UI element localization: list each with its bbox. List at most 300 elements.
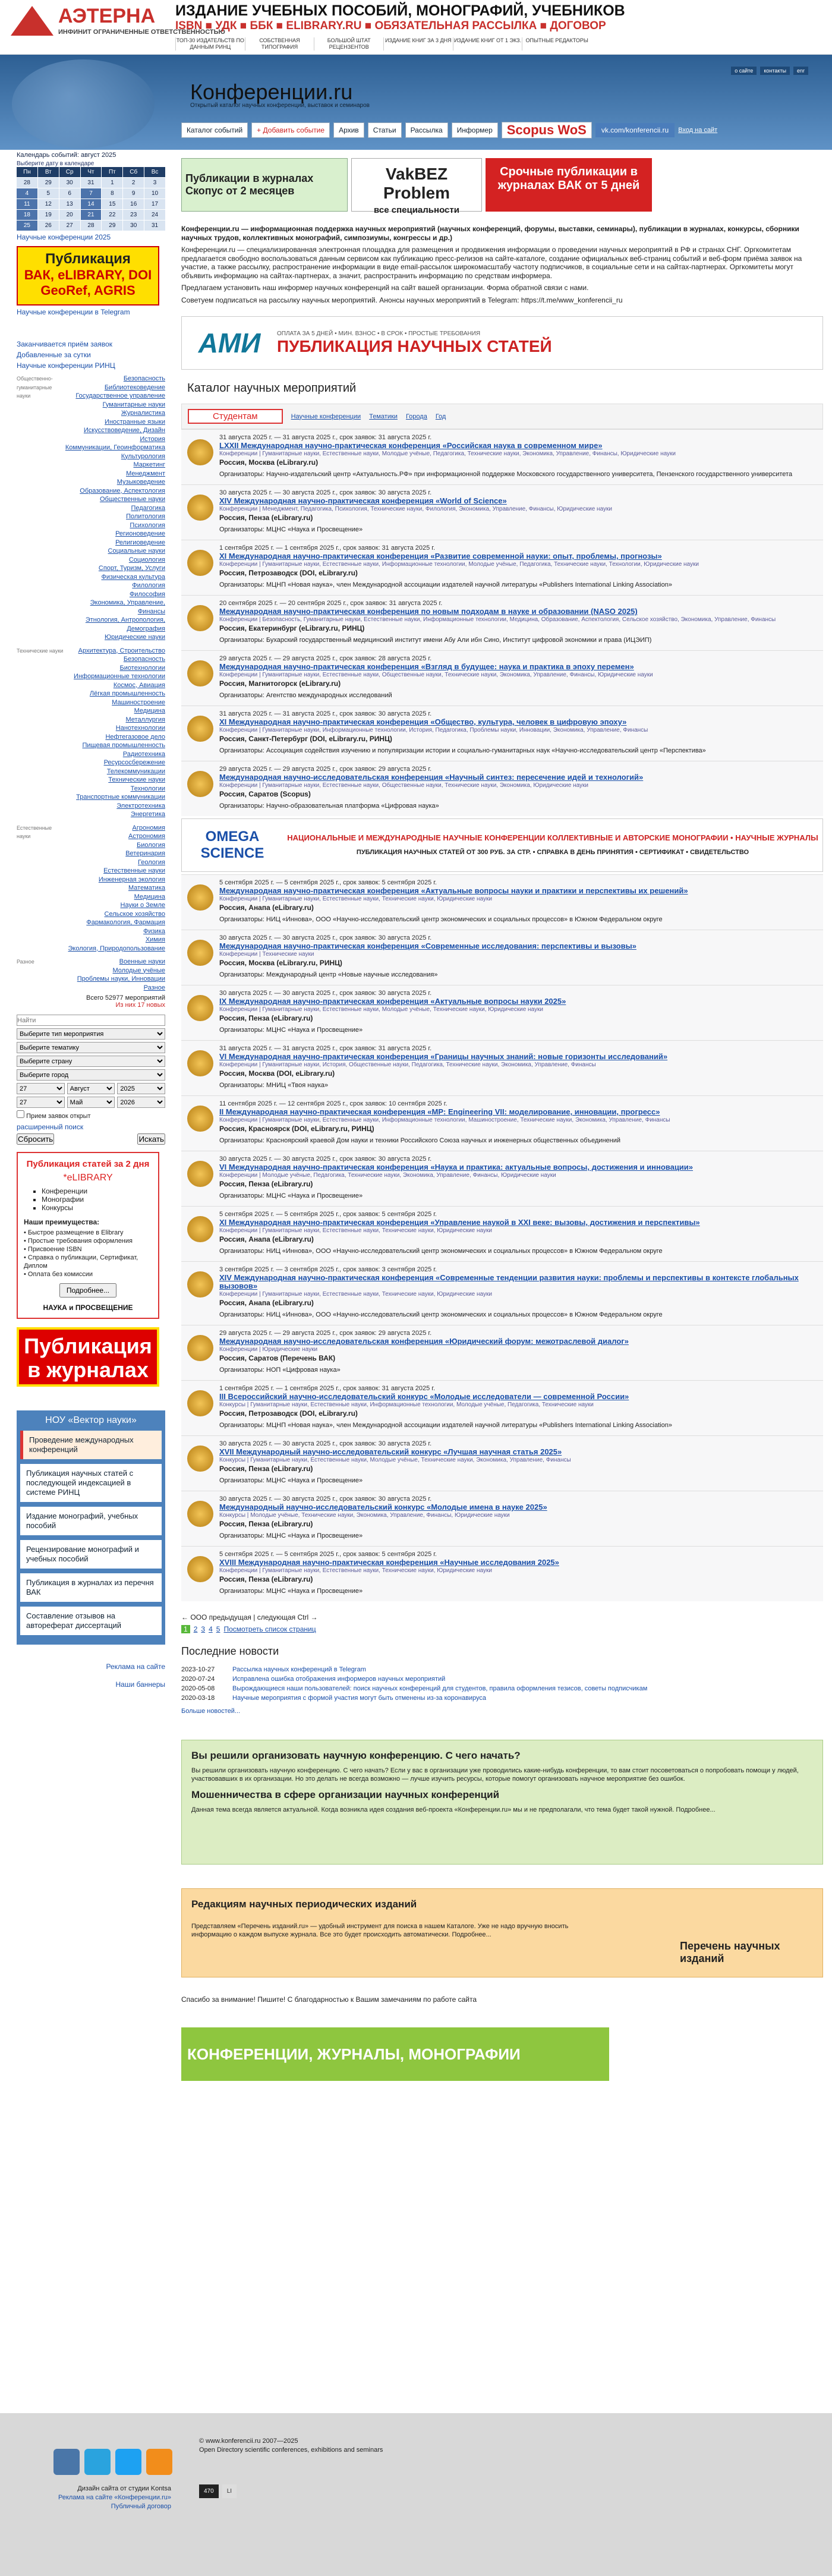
vektor-item[interactable]: Проведение международных конференций (20, 1431, 162, 1459)
category-link[interactable]: Спорт, Туризм, Услуги (98, 565, 165, 572)
event-item (181, 1261, 823, 1325)
category-link[interactable]: Машиностроение (112, 698, 165, 706)
calendar-cell[interactable]: 1 (102, 178, 122, 188)
ad-col: ИЗДАНИЕ КНИГ ЗА 3 ДНЯ (383, 37, 453, 51)
category-link[interactable]: Социология (128, 556, 165, 563)
category-link[interactable]: Радиотехника (122, 750, 165, 758)
category-link[interactable]: История (140, 435, 165, 443)
calendar-cell[interactable]: 22 (102, 210, 122, 220)
category-link[interactable]: Разное (143, 984, 165, 991)
vak-sub: все специальности (374, 205, 459, 215)
category-link[interactable]: Электротехника (116, 802, 165, 810)
page-3[interactable]: 3 (201, 1625, 206, 1633)
category-link[interactable]: Медицина (134, 893, 165, 900)
year-to[interactable] (117, 1097, 165, 1108)
event-title-link[interactable]: XI Международная научно-практическая конференция «Общество, культура, человек в цифровую эпоху» (219, 717, 627, 726)
calendar-cell[interactable]: 13 (59, 199, 80, 209)
news-link[interactable]: Исправлена ошибка отображения информеров научных мероприятий (232, 1676, 446, 1683)
ad-cols (175, 37, 591, 51)
calendar-cell[interactable]: 21 (81, 210, 102, 220)
category-link[interactable]: Химия (145, 936, 165, 943)
category-link[interactable]: Иностранные языки (105, 418, 165, 426)
category-link[interactable]: Агрономия (132, 824, 165, 832)
category-link[interactable]: Гуманитарные науки (102, 401, 165, 408)
category-link[interactable]: Экология, Природопользование (68, 944, 165, 952)
rinc-link[interactable]: Научные конференции РИНЦ (17, 361, 115, 370)
category-link[interactable]: Технологии (130, 785, 165, 792)
more-news-link[interactable]: Больше новостей... (181, 1708, 241, 1715)
urgent-ad[interactable]: Срочные публикации в журналах ВАК от 5 дней (486, 158, 652, 212)
contacts-link[interactable]: контакты (760, 67, 790, 75)
calendar-header[interactable]: Календарь событий: август 2025 (17, 152, 116, 159)
event-organizer: Организаторы: НИЦ «Иннова», ООО «Научно-исследовательский центр экономических и социальных процессов» в Южном Федеральном округе (219, 916, 663, 923)
calendar-cell[interactable]: 27 (59, 221, 80, 231)
liveinternet-counter[interactable]: LI (222, 2484, 237, 2498)
event-organizer: Организаторы: МЦНС «Наука и Просвещение» (219, 1026, 363, 1034)
pub-ad-title: Публикация (45, 251, 131, 267)
calendar-cell[interactable]: 30 (59, 178, 80, 188)
elib-more-button[interactable]: Подробнее... (59, 1283, 116, 1298)
category-link[interactable]: Астрономия (128, 833, 165, 840)
nav-informer[interactable]: Информер (452, 122, 498, 138)
category-link[interactable]: Математика (128, 884, 165, 892)
award-medal-icon (187, 1216, 213, 1242)
calendar-cell[interactable]: 31 (81, 178, 102, 188)
category-link[interactable]: Этнология, Антропология, Демография (85, 616, 165, 632)
event-tags[interactable]: Конференции | Гуманитарные науки, Естественные науки, Общественные науки, Технические науки, Экономика, Управление, Финансы, Юридические науки (219, 672, 653, 678)
category-link[interactable]: Телекоммуникации (106, 767, 165, 775)
directory-text: Open Directory scientific conferences, exhibitions and seminars (199, 2446, 383, 2454)
event-date: 29 августа 2025 г. — 29 августа 2025 г., срок заявок: 28 августа 2025 г. (219, 655, 432, 662)
event-tags[interactable]: Конференции | Менеджмент, Педагогика, Психология, Технические науки, Филология, Экономика, Управление, Финансы, Юридические науки (219, 506, 612, 512)
event-body (219, 1550, 817, 1595)
event-title-link[interactable]: Международный научно-исследовательский конкурс «Молодые имена в науке 2025» (219, 1503, 547, 1511)
vektor-item[interactable]: Публикация научных статей с последующей индексацией в системе РИНЦ (20, 1464, 162, 1502)
calendar-cell[interactable]: 16 (123, 199, 144, 209)
closing-link[interactable]: Заканчивается приём заявок (17, 340, 113, 348)
event-tags[interactable]: Конференции | Гуманитарные науки, История, Общественные науки, Педагогика, Технические науки, Экономика, Управление, Финансы (219, 1062, 596, 1068)
news-link[interactable]: Вырождающиеся наши пользователей: поиск научных конференций для студентов, правила оформления тезисов, советы подписчикам (232, 1685, 648, 1692)
category-link[interactable]: Биотехнологии (119, 664, 165, 672)
category-link[interactable]: Нанотехнологии (115, 725, 165, 732)
category-link[interactable]: Военные науки (119, 958, 165, 965)
thanks-text: Спасибо за внимание! Пишите! С благодарностью к Вашим замечаниям по работе сайта (181, 1995, 477, 2004)
calendar-cell[interactable]: 6 (59, 188, 80, 199)
event-body (219, 1155, 817, 1200)
category-link[interactable]: Экономика, Управление, Финансы (90, 599, 165, 615)
event-tags[interactable]: Конференции | Юридические науки (219, 1346, 318, 1353)
reset-button[interactable]: Сбросить (18, 1135, 53, 1144)
calendar-cell[interactable]: 30 (123, 221, 144, 231)
event-tags[interactable]: Конференции | Гуманитарные науки, Естественные науки, Общественные науки, Технические науки, Экономика, Юридические науки (219, 782, 589, 789)
calendar-cell[interactable]: 15 (102, 199, 122, 209)
event-item (181, 484, 823, 540)
category-link[interactable]: Филология (132, 582, 165, 589)
nav-archive[interactable]: Архив (333, 122, 364, 138)
calendar-cell[interactable]: 23 (123, 210, 144, 220)
total-events: Всего 52977 мероприятий (86, 994, 165, 1002)
page-5[interactable]: 5 (216, 1625, 220, 1633)
yandex-counter[interactable]: 470 (199, 2484, 219, 2498)
event-tags[interactable]: Конкурсы | Молодые учёные, Технические науки, Экономика, Управление, Финансы, Юридические науки (219, 1512, 510, 1519)
event-item (181, 706, 823, 761)
category-items (64, 374, 165, 642)
event-tags[interactable]: Конференции | Технические науки (219, 951, 314, 958)
event-organizer: Организаторы: Международный центр «Новые научные исследования» (219, 971, 438, 978)
scopus-button[interactable]: Scopus WoS (502, 122, 592, 138)
category-items (64, 824, 165, 953)
news-link[interactable]: Рассылка научных конференций в Telegram (232, 1666, 366, 1673)
category-link[interactable]: Безопасность (123, 656, 165, 663)
event-body (219, 989, 817, 1034)
event-date: 30 августа 2025 г. — 30 августа 2025 г., срок заявок: 30 августа 2025 г. (219, 934, 432, 941)
event-tags[interactable]: Конференции | Безопасность, Гуманитарные науки, Естественные науки, Информационные технологии, Медицина, Образование, Аспектология, Сельское хозяйство, Экономика, Управление, Финансы (219, 616, 776, 623)
event-organizer: Организаторы: МЦНС «Наука и Просвещение» (219, 1477, 363, 1484)
event-body (219, 1329, 817, 1374)
event-date: 1 сентября 2025 г. — 1 сентября 2025 г., срок заявок: 31 августа 2025 г. (219, 1385, 436, 1392)
ami-ad[interactable] (181, 316, 823, 370)
day-from[interactable] (17, 1083, 65, 1094)
all-pages-link[interactable]: Посмотреть список страниц (223, 1625, 316, 1633)
page-1[interactable]: 1 (181, 1625, 190, 1633)
ami-sub: ОПЛАТА ЗА 5 ДНЕЙ • МИН. ВЗНОС • В СРОК • ПРОСТЫЕ ТРЕБОВАНИЯ (277, 330, 481, 337)
event-item (181, 1040, 823, 1095)
category-link[interactable]: Архитектура, Строительство (78, 647, 165, 654)
calendar-cell[interactable]: 14 (81, 199, 102, 209)
event-tags[interactable]: Конференции | Молодые учёные, Педагогика, Технические науки, Экономика, Управление, Финансы, Юридические науки (219, 1172, 556, 1179)
award-medal-icon (187, 1050, 213, 1076)
elib-item[interactable]: ▪ Конкурсы (42, 1204, 152, 1212)
calendar-cell[interactable]: 29 (38, 178, 59, 188)
category-link[interactable]: Юридические науки (105, 634, 165, 641)
vektor-item[interactable]: Публикация в журналах из перечня ВАК (20, 1573, 162, 1602)
year-from[interactable] (117, 1083, 165, 1094)
open-checkbox[interactable] (17, 1110, 24, 1118)
footer-pub-link[interactable]: Публичный договор (111, 2503, 171, 2510)
elibrary-ad[interactable] (17, 1152, 159, 1319)
vektor-item[interactable]: Рецензирование монографий и учебных пособий (20, 1540, 162, 1569)
calendar-cell[interactable]: 20 (59, 210, 80, 220)
category-link[interactable]: Ветеринария (125, 850, 165, 857)
category-link[interactable]: Психология (130, 521, 165, 529)
ad-link[interactable]: Реклама на сайте (106, 1662, 165, 1671)
category-link[interactable]: Биология (136, 841, 165, 849)
calendar-cell[interactable]: 28 (17, 178, 37, 188)
award-medal-icon (187, 439, 213, 465)
category-link[interactable]: Образование, Аспектология (80, 487, 165, 495)
category-link[interactable]: Медицина (134, 707, 165, 714)
calendar-cell[interactable]: 12 (38, 199, 59, 209)
journals-ad[interactable]: Публикация в журналах (17, 1327, 159, 1387)
organize-box (181, 1740, 823, 1865)
calendar-cell[interactable]: 2 (123, 178, 144, 188)
calendar-cell[interactable]: 3 (144, 178, 165, 188)
ad-col: ИЗДАНИЕ КНИГ ОТ 1 ЭКЗ. (453, 37, 522, 51)
event-title-link[interactable]: Международная научно-практическая конференция «Актуальные вопросы науки и практики и перспективы их решений» (219, 886, 688, 895)
telegram-icon[interactable] (84, 2449, 111, 2475)
category-link[interactable]: Религиоведение (115, 538, 165, 546)
award-medal-icon (187, 1556, 213, 1582)
event-title-link[interactable]: IX Международная научно-практическая конференция «Актуальные вопросы науки 2025» (219, 997, 566, 1006)
design-text: Дизайн сайта от студии Kontsa (77, 2485, 171, 2492)
nav-mailing[interactable]: Рассылка (405, 122, 448, 138)
category-link[interactable]: Проблемы науки, Инновации (77, 975, 165, 982)
about-link[interactable]: о сайте (731, 67, 757, 75)
category-link[interactable]: Культурология (121, 452, 165, 460)
banners-link[interactable]: Наши баннеры (115, 1680, 165, 1689)
tab-conferences[interactable]: Научные конференции (291, 412, 361, 420)
main-nav (181, 121, 823, 139)
event-organizer: Организаторы: Научно-образовательная платформа «Цифровая наука» (219, 802, 439, 810)
event-tags[interactable]: Конференции | Гуманитарные науки, Естественные науки, Технические науки, Юридические науки (219, 1291, 492, 1298)
search-button[interactable]: Искать (138, 1135, 164, 1144)
category-link[interactable]: Геология (138, 858, 165, 866)
event-tags[interactable]: Конференции | Гуманитарные науки, Естественные науки, Молодые учёные, Педагогика, Технические науки, Экономика, Управление, Финансы, Юридические науки (219, 451, 676, 457)
event-title-link[interactable]: VI Международная научно-практическая конференция «Границы научных знаний: новые горизонты исследований» (219, 1052, 668, 1061)
event-title-link[interactable]: XVIII Международная научно-практическая конференция «Научные исследования 2025» (219, 1558, 559, 1567)
category-link[interactable]: Библиотековедение (104, 383, 165, 391)
category-link[interactable]: Сельское хозяйство (104, 910, 165, 918)
category-link[interactable]: Коммуникации, Геоинформатика (65, 444, 165, 451)
event-date: 11 сентября 2025 г. — 12 сентября 2025 г., срок заявок: 10 сентября 2025 г. (219, 1100, 447, 1107)
category-link[interactable]: Естественные науки (103, 867, 165, 874)
event-tags[interactable]: Конкурсы | Гуманитарные науки, Естественные науки, Молодые учёные, Технические науки, Экономика, Управление, Финансы (219, 1457, 571, 1463)
calendar-cell[interactable]: 24 (144, 210, 165, 220)
nav-articles[interactable]: Статьи (368, 122, 402, 138)
event-date: 30 августа 2025 г. — 30 августа 2025 г., срок заявок: 30 августа 2025 г. (219, 1155, 432, 1163)
brand-name[interactable]: АЭТЕРНА (58, 5, 156, 27)
category-link[interactable]: Энергетика (130, 811, 165, 818)
nav-catalog[interactable]: Каталог событий (181, 122, 248, 138)
event-tags[interactable]: Конференции | Гуманитарные науки, Естественные науки, Технические науки, Юридические науки (219, 1227, 492, 1234)
event-tags[interactable]: Конференции | Гуманитарные науки, Естественные науки, Молодые учёные, Технические науки, Юридические науки (219, 1006, 543, 1013)
event-title-link[interactable]: Международная научно-практическая конференция «Взгляд в будущее: наука и практика в эпоху перемен» (219, 662, 634, 671)
calendar-sub: Выберите дату в календаре (17, 160, 94, 167)
elib-item[interactable]: ▪ Конференции (42, 1187, 152, 1195)
category-group-label: Естественные науки (17, 824, 52, 839)
omega-ad[interactable] (181, 818, 823, 872)
calendar-cell[interactable]: 11 (17, 199, 37, 209)
category-link[interactable]: Технические науки (108, 776, 165, 783)
perechen-logo[interactable]: Перечень научных изданий (680, 1940, 780, 1964)
page-2[interactable]: 2 (193, 1625, 198, 1633)
ad-col: БОЛЬШОЙ ШТАТ РЕЦЕНЗЕНТОВ (314, 37, 383, 51)
calendar-day-head: Пн (17, 167, 37, 177)
twitter-icon[interactable] (115, 2449, 141, 2475)
day-to[interactable] (17, 1097, 65, 1108)
event-city: Россия, Петрозаводск (DOI, eLibrary.ru) (219, 569, 358, 577)
category-link[interactable]: Физическая культура (101, 573, 165, 581)
category-link[interactable]: Молодые учёные (112, 966, 165, 974)
category-link[interactable]: Пищевая промышленность (82, 742, 165, 749)
calendar-cell[interactable]: 10 (144, 188, 165, 199)
ad-col: ТОП-30 ИЗДАТЕЛЬСТВ ПО ДАННЫМ РИНЦ (176, 37, 244, 50)
category-link[interactable]: Науки о Земле (120, 902, 165, 909)
conf-2025-link[interactable]: Научные конференции 2025 (17, 233, 111, 241)
type-select[interactable] (17, 1028, 165, 1040)
category-link[interactable]: Космос, Авиация (113, 681, 165, 689)
omega-logo: OMEGA SCIENCE (200, 829, 264, 861)
vektor-item[interactable]: Издание монографий, учебных пособий (20, 1507, 162, 1535)
event-city: Россия, Саратов (Перечень ВАК) (219, 1354, 336, 1362)
footer-ads-link[interactable]: Реклама на сайте «Конференции.ru» (58, 2494, 171, 2501)
category-link[interactable]: Транспортные коммуникации (76, 793, 165, 801)
tab-cities[interactable]: Города (405, 412, 427, 420)
event-title-link[interactable]: III Всероссийский научно-исследовательский конкурс «Молодые исследователи — современной России» (219, 1392, 629, 1401)
month-from[interactable] (67, 1083, 115, 1094)
category-link[interactable]: Государственное управление (75, 392, 165, 399)
event-item (181, 1546, 823, 1601)
calendar-cell[interactable]: 4 (17, 188, 37, 199)
event-organizer: Организаторы: МЦНП «Новая наука», член Международной ассоциации издателей научной литературы «Publishers International Linking Association» (219, 1422, 672, 1429)
site-title[interactable]: Конференции.ru (190, 80, 353, 104)
category-link[interactable]: Фармакология, Фармация (86, 919, 165, 926)
category-link[interactable]: Журналистика (121, 410, 165, 417)
ad-col: ОПЫТНЫЕ РЕДАКТОРЫ (522, 37, 591, 51)
category-link[interactable]: Ресурсосбережение (103, 759, 165, 766)
calendar-day-head: Вт (38, 167, 59, 177)
vk-button[interactable]: vk.com/konferencii.ru (595, 123, 675, 137)
top-ad[interactable] (175, 2, 625, 51)
search-input[interactable] (17, 1015, 165, 1026)
award-medal-icon (187, 1335, 213, 1361)
calendar-cell[interactable]: 8 (102, 188, 122, 199)
event-title-link[interactable]: Международная научно-практическая конференция «Современные исследования: перспективы и вызовы» (219, 941, 636, 950)
event-title-link[interactable]: XI Международная научно-практическая конференция «Развитие современной науки: опыт, проблемы, прогнозы» (219, 552, 662, 560)
event-date: 30 августа 2025 г. — 30 августа 2025 г., срок заявок: 30 августа 2025 г. (219, 1495, 432, 1503)
category-link[interactable]: Металлургия (125, 716, 165, 723)
nav-add-event[interactable]: + Добавить событие (251, 122, 330, 138)
news-item (181, 1684, 823, 1693)
category-link[interactable]: Общественные науки (99, 496, 165, 503)
calendar-cell[interactable]: 25 (17, 221, 37, 231)
city-select[interactable] (17, 1069, 165, 1081)
event-title-link[interactable]: Международная научно-исследовательская конференция «Научный синтез: пересечение идей и технологий» (219, 773, 644, 782)
category-link[interactable]: Инженерная экология (98, 876, 165, 883)
publication-ad[interactable] (17, 246, 159, 306)
tab-year[interactable]: Год (435, 412, 446, 420)
vk-icon[interactable] (53, 2449, 80, 2475)
event-title-link[interactable]: XI Международная научно-практическая конференция «Управление наукой в XXI веке: вызовы, достижения и перспективы» (219, 1218, 700, 1227)
category-link[interactable]: Политология (126, 513, 165, 520)
event-item (181, 1435, 823, 1491)
calendar-cell[interactable]: 9 (123, 188, 144, 199)
page-4[interactable]: 4 (209, 1625, 213, 1633)
category-link[interactable]: Социальные науки (108, 547, 165, 555)
internauka-ad[interactable]: КОНФЕРЕНЦИИ, ЖУРНАЛЫ, МОНОГРАФИИ (181, 2027, 609, 2081)
category-link[interactable]: Безопасность (123, 375, 165, 382)
tab-students[interactable]: Студентам (188, 409, 283, 424)
event-item (181, 761, 823, 816)
ok-icon[interactable] (146, 2449, 172, 2475)
event-list-2 (181, 874, 823, 1601)
scopus-ad[interactable]: Публикации в журналах Скопус от 2 месяцев (181, 158, 348, 212)
category-link[interactable]: Менеджмент (126, 470, 165, 477)
pag-line[interactable]: ← ООО предыдущая | следующая Ctrl → (181, 1613, 318, 1621)
category-link[interactable]: Философия (129, 590, 165, 598)
event-title-link[interactable]: II Международная научно-практическая конференция «MP: Engineering VII: моделирование, инновации, прогресс» (219, 1107, 660, 1116)
category-link[interactable]: Педагогика (131, 504, 165, 512)
calendar-cell[interactable]: 18 (17, 210, 37, 220)
calendar-cell[interactable]: 26 (38, 221, 59, 231)
event-tags[interactable]: Конференции | Гуманитарные науки, Естественные науки, Информационные технологии, Машиностроение, Технические науки, Экономика, Управление, Финансы (219, 1117, 670, 1123)
vak-ad[interactable] (351, 158, 482, 215)
site-subtitle: Открытый каталог научных конференций, выставок и семинаров (190, 102, 370, 109)
event-tags[interactable]: Конференции | Гуманитарные науки, Информационные технологии, История, Педагогика, Проблемы науки, Инновации, Экономика, Управление, Финансы (219, 727, 648, 733)
event-body (219, 433, 817, 478)
vektor-title[interactable]: НОУ «Вектор науки» (45, 1415, 137, 1425)
category-link[interactable]: Регионоведение (115, 530, 165, 537)
calendar-cell[interactable]: 5 (38, 188, 59, 199)
copyright: © www.konferencii.ru 2007—2025 (199, 2438, 298, 2445)
event-item (181, 985, 823, 1040)
month-to[interactable] (67, 1097, 115, 1108)
country-select[interactable] (17, 1056, 165, 1067)
event-title-link[interactable]: XIV Международная научно-практическая конференция «World of Science» (219, 496, 507, 505)
award-medal-icon (187, 605, 213, 631)
lang-link[interactable]: enr (793, 67, 808, 75)
event-title-link[interactable]: VI Международная научно-практическая конференция «Наука и практика: актуальные вопросы, достижения и инновации» (219, 1163, 694, 1172)
event-title-link[interactable]: XVII Международный научно-исследовательский конкурс «Лучшая научная статья 2025» (219, 1447, 562, 1456)
telegram-link[interactable]: Научные конференции в Telegram (17, 308, 130, 316)
calendar-day-head: Вс (144, 167, 165, 177)
calendar-cell[interactable]: 19 (38, 210, 59, 220)
news-link[interactable]: Научные мероприятия с формой участия могут быть отменены из-за коронавируса (232, 1695, 487, 1702)
category-link[interactable]: Нефтегазовое дело (105, 733, 165, 741)
event-body (219, 544, 817, 589)
ad-line2: ISBN ■ УДК ■ ББК ■ ELIBRARY.RU ■ ОБЯЗАТЕЛЬНАЯ РАССЫЛКА ■ ДОГОВОР (175, 20, 606, 32)
category-link[interactable]: Физика (143, 927, 165, 935)
added-link[interactable]: Добавленные за сутки (17, 351, 91, 359)
event-title-link[interactable]: Международная научно-исследовательская конференция «Юридический форум: межотраслевой диалог» (219, 1337, 629, 1346)
elib-logo: НАУКА и ПРОСВЕЩЕНИЕ (43, 1303, 133, 1312)
event-city: Россия, Москва (eLibrary.ru, РИНЦ) (219, 959, 342, 967)
category-link[interactable]: Маркетинг (133, 461, 165, 468)
category-link[interactable]: Лёгкая промышленность (89, 690, 165, 697)
aeterna-logo[interactable] (11, 6, 53, 36)
event-title-link[interactable]: XIV Международная научно-практическая конференция «Современные тенденции развития науки: проблемы и перспективы в контексте глобальных вызовов» (219, 1273, 799, 1290)
event-title-link[interactable]: LXXII Международная научно-практическая конференция «Российская наука в современном мире» (219, 441, 603, 450)
topic-select[interactable] (17, 1042, 165, 1053)
ext-search-link[interactable]: расширенный поиск (17, 1123, 84, 1131)
calendar-day-head: Чт (81, 167, 102, 177)
award-medal-icon (187, 550, 213, 576)
event-title-link[interactable]: Международная научно-практическая конференция по новым подходам в науке и образовании (NASO 2025) (219, 607, 638, 616)
award-medal-icon (187, 1446, 213, 1472)
event-tags[interactable]: Конференции | Гуманитарные науки, Естественные науки, Технические науки, Юридические науки (219, 1567, 492, 1574)
calendar-cell[interactable]: 17 (144, 199, 165, 209)
tab-topics[interactable]: Тематики (369, 412, 398, 420)
category-link[interactable]: Искусствоведение, Дизайн (83, 427, 165, 434)
calendar-cell[interactable]: 31 (144, 221, 165, 231)
login-link[interactable]: Вход на сайт (678, 127, 718, 134)
category-link[interactable]: Информационные технологии (74, 673, 165, 680)
event-organizer: Организаторы: МНИЦ «Твоя наука» (219, 1082, 329, 1089)
calendar-cell[interactable]: 7 (81, 188, 102, 199)
elib-item[interactable]: ▪ Монографии (42, 1195, 152, 1204)
calendar-cell[interactable]: 29 (102, 221, 122, 231)
category-link[interactable]: Музыковедение (116, 478, 165, 486)
calendar-cell[interactable]: 28 (81, 221, 102, 231)
vektor-item[interactable]: Составление отзывов на автореферат диссертаций (20, 1607, 162, 1635)
event-tags[interactable]: Конференции | Гуманитарные науки, Естественные науки, Информационные технологии, Молодые учёные, Педагогика, Технические науки, Технологии, Юридические науки (219, 561, 699, 568)
event-organizer: Организаторы: НИЦ «Иннова», ООО «Научно-исследовательский центр экономических и социальных процессов» в Южном Федеральном округе (219, 1248, 663, 1255)
news-title: Последние новости (181, 1645, 279, 1657)
event-city: Россия, Санкт-Петербург (DOI, eLibrary.ru, РИНЦ) (219, 735, 392, 743)
event-city: Россия, Екатеринбург (eLibrary.ru, РИНЦ) (219, 624, 365, 632)
event-tags[interactable]: Конкурсы | Гуманитарные науки, Естественные науки, Информационные технологии, Молодые учёные, Педагогика, Технические науки (219, 1402, 594, 1408)
event-tags[interactable]: Конференции | Гуманитарные науки, Естественные науки, Технические науки, Юридические науки (219, 896, 492, 902)
